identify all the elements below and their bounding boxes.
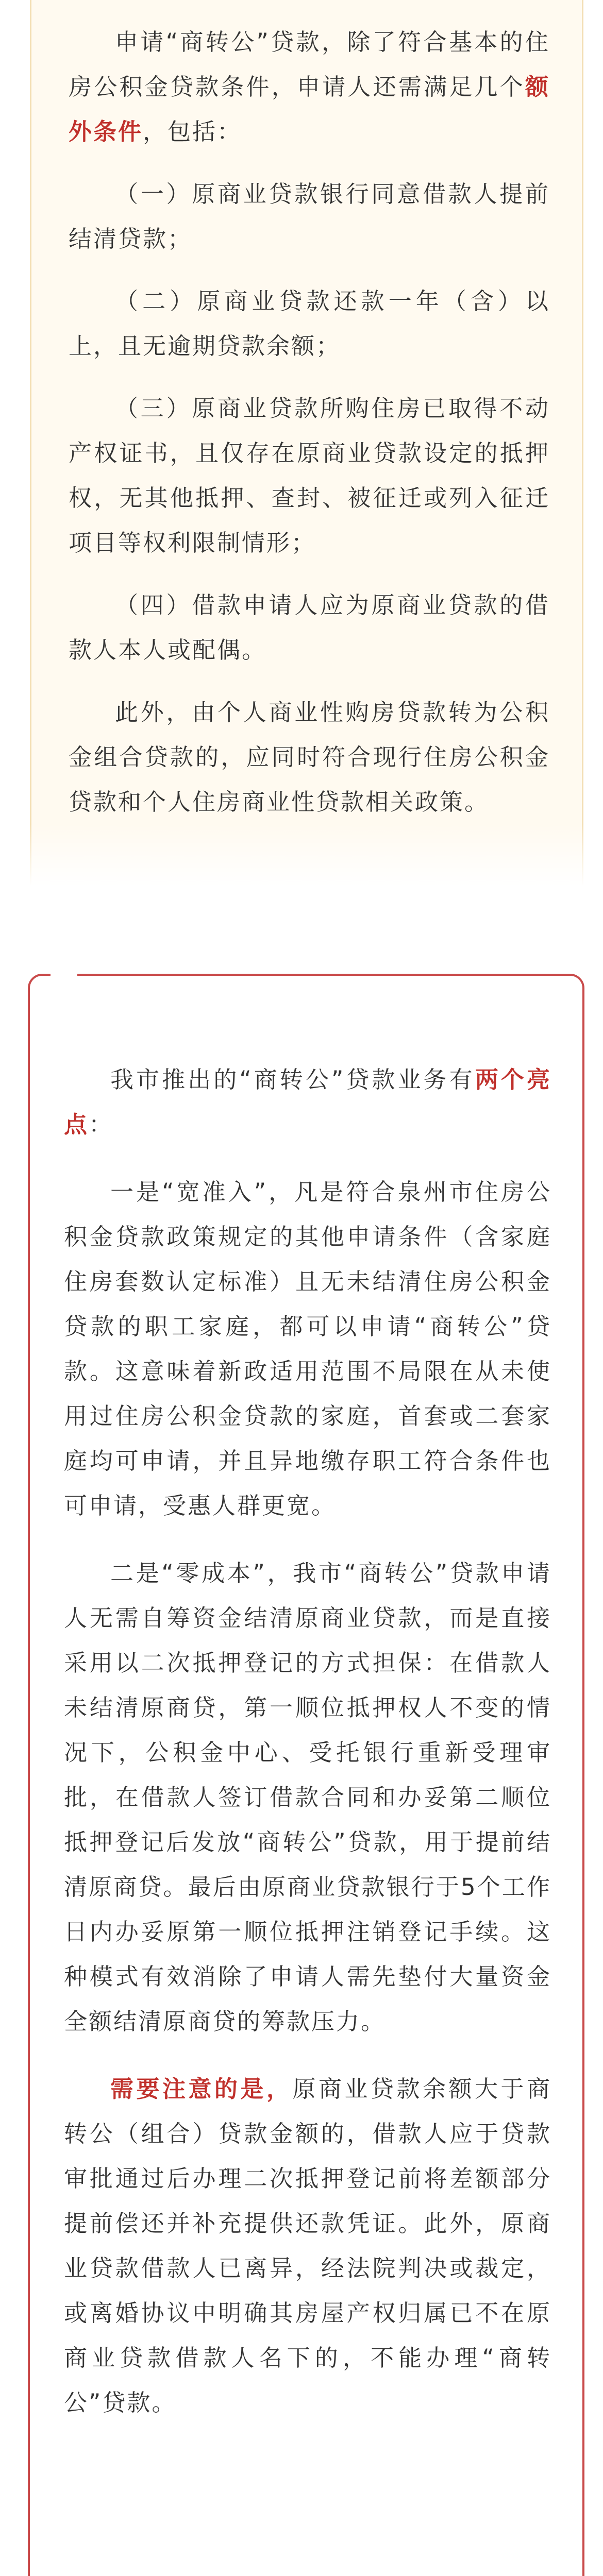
condition-2: （二）原商业贷款还款一年（含）以上，且无逾期贷款余额； <box>69 287 550 360</box>
condition-4: （四）借款申请人应为原商业贷款的借款人本人或配偶。 <box>69 591 550 664</box>
highlights-section <box>28 974 584 2576</box>
highlights-intro: 我市推出的“商转公”贷款业务有两个亮点： <box>64 1066 551 1138</box>
point-wide-access: 一是“宽准入”，凡是符合泉州市住房公积金贷款政策规定的其他申请条件（含家庭住房套数认定标准）且无未结清住房公积金贷款的职工家庭，都可以申请“商转公”贷款。这意味着新政适用范围不局限在从未使用过住房公积金贷款的家庭，首套或二套家庭均可申请，并且异地缴存职工符合条件也可申请，受惠人群更宽。 <box>64 1178 551 1519</box>
conditions-section <box>30 0 583 886</box>
highlight-extra-conditions: 额外条件 <box>69 73 550 145</box>
attention-note: 需要注意的是，原商业贷款余额大于商转公（组合）贷款金额的，借款人应于贷款审批通过后办理二次抵押登记前将差额部分提前偿还并补充提供还款凭证。此外，原商业贷款借款人已离异，经法院判决或裁定，或离婚协议中明确其房屋产权归属已不在原商业贷款借款人名下的，不能办理“商转公”贷款。 <box>64 2075 551 2416</box>
section-fade <box>30 824 583 886</box>
condition-3: （三）原商业贷款所购住房已取得不动产权证书，且仅存在原商业贷款设定的抵押权，无其他抵押、查封、被征迁或列入征迁项目等权利限制情形； <box>69 395 550 556</box>
point-zero-cost: 二是“零成本”，我市“商转公”贷款申请人无需自筹资金结清原商业贷款，而是直接采用以二次抵押登记的方式担保：在借款人未结清原商贷，第一顺位抵押权人不变的情况下，公积金中心、受托银行重新受理审批，在借款人签订借款合同和办妥第二顺位抵押登记后发放“商转公”贷款，用于提前结清原商贷。最后由原商业贷款银行于5个工作日内办妥原第一顺位抵押注销登记手续。这种模式有效消除了申请人需先垫付大量资金全额结清原商贷的筹款压力。 <box>64 1560 551 2035</box>
conditions-intro: 申请“商转公”贷款，除了符合基本的住房公积金贷款条件，申请人还需满足几个额外条件，包括： <box>69 28 550 145</box>
condition-1: （一）原商业贷款银行同意借款人提前结清贷款； <box>69 180 550 252</box>
border-notch <box>51 972 77 980</box>
attention-label: 需要注意的是， <box>110 2075 293 2103</box>
conditions-closing: 此外，由个人商业性购房贷款转为公积金组合贷款的，应同时符合现行住房公积金贷款和个人住房商业性贷款相关政策。 <box>69 699 550 816</box>
highlight-two-points: 两个亮点 <box>64 1066 551 1138</box>
